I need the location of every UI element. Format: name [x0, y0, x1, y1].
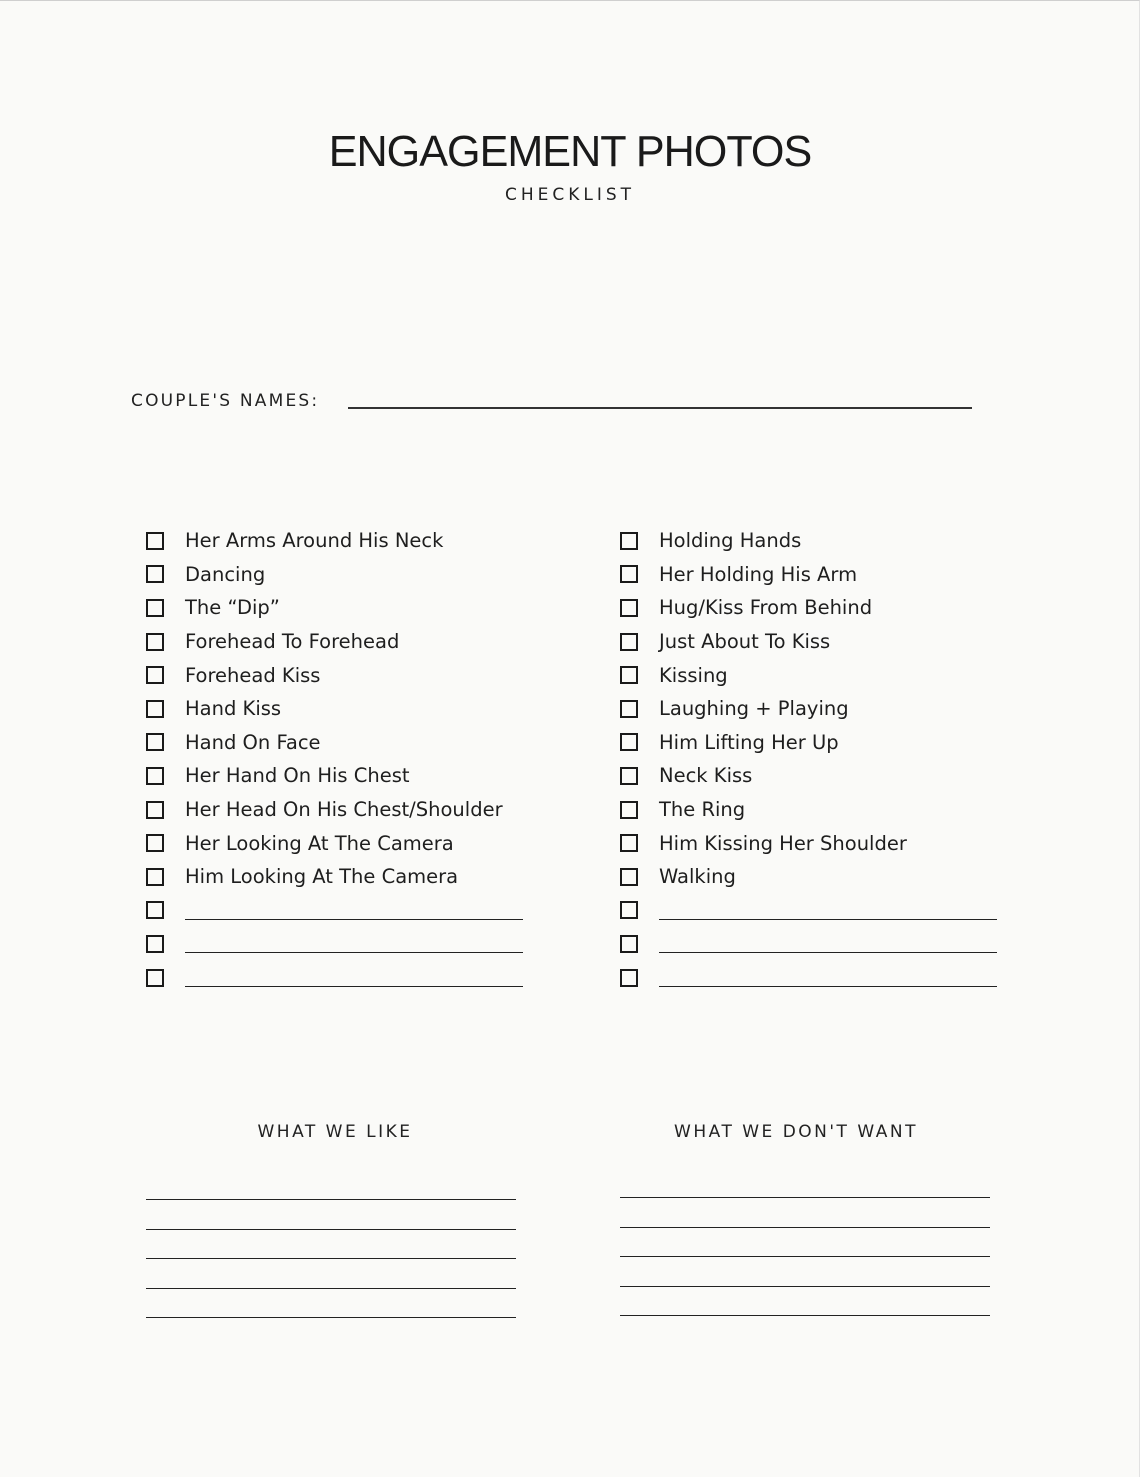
checklist-item-label: Hand On Face	[185, 730, 321, 754]
checklist-item	[146, 860, 523, 894]
note-line[interactable]	[146, 1317, 516, 1318]
couple-names-label: COUPLE'S NAMES:	[131, 391, 320, 411]
what-we-like-heading: WHAT WE LIKE	[257, 1122, 413, 1142]
checklist-item	[620, 658, 997, 692]
blank-write-in-line[interactable]	[659, 919, 997, 920]
checkbox[interactable]	[620, 935, 638, 953]
checklist-item-label: Her Arms Around His Neck	[185, 529, 444, 553]
checklist-item	[620, 826, 997, 860]
checkbox[interactable]	[620, 700, 638, 718]
checklist-blank-item	[620, 894, 997, 928]
checklist-item	[146, 759, 523, 793]
checkbox[interactable]	[146, 700, 164, 718]
checkbox[interactable]	[620, 868, 638, 886]
checkbox[interactable]	[146, 733, 164, 751]
note-line[interactable]	[146, 1199, 516, 1200]
checkbox[interactable]	[620, 834, 638, 852]
checkbox[interactable]	[620, 767, 638, 785]
checklist-item	[620, 524, 997, 558]
checklist-item-label: The “Dip”	[185, 596, 280, 620]
checkbox[interactable]	[620, 666, 638, 684]
checklist-blank-item	[146, 894, 523, 928]
checkbox[interactable]	[146, 633, 164, 651]
checklist-item-label: Dancing	[185, 562, 266, 586]
note-line[interactable]	[620, 1256, 990, 1257]
checkbox[interactable]	[146, 767, 164, 785]
checklist-right-column	[620, 524, 997, 994]
checklist-item-label: Him Lifting Her Up	[659, 730, 839, 754]
checkbox[interactable]	[146, 969, 164, 987]
checklist-left-column	[146, 524, 523, 994]
couple-names-field[interactable]	[348, 407, 972, 409]
note-line[interactable]	[620, 1227, 990, 1228]
checklist-item	[146, 625, 523, 659]
checklist-item	[620, 692, 997, 726]
checklist-blank-item	[620, 927, 997, 961]
blank-write-in-line[interactable]	[185, 986, 523, 987]
blank-write-in-line[interactable]	[185, 919, 523, 920]
checklist-item	[146, 726, 523, 760]
checkbox[interactable]	[146, 666, 164, 684]
checklist-item	[146, 793, 523, 827]
checkbox[interactable]	[620, 633, 638, 651]
checklist-item-label: The Ring	[659, 798, 746, 822]
checkbox[interactable]	[620, 532, 638, 550]
checkbox[interactable]	[146, 868, 164, 886]
checklist-item	[620, 591, 997, 625]
checklist-item-label: Laughing + Playing	[659, 697, 849, 721]
checklist-item-label: Just About To Kiss	[659, 630, 831, 654]
checklist-item-label: Hand Kiss	[185, 697, 282, 721]
checklist-item-label: Kissing	[659, 663, 728, 687]
page-title: ENGAGEMENT PHOTOS	[328, 127, 812, 176]
checklist-item	[146, 524, 523, 558]
checklist-item-label: Her Head On His Chest/Shoulder	[185, 798, 503, 822]
checkbox[interactable]	[620, 599, 638, 617]
blank-write-in-line[interactable]	[659, 986, 997, 987]
note-line[interactable]	[620, 1315, 990, 1316]
checkbox[interactable]	[620, 901, 638, 919]
checklist-item-label: Him Kissing Her Shoulder	[659, 831, 907, 855]
what-we-like-lines	[146, 1199, 516, 1347]
checklist-item-label: Forehead Kiss	[185, 663, 321, 687]
checklist-item	[146, 558, 523, 592]
checkbox[interactable]	[146, 935, 164, 953]
checklist-blank-item	[146, 927, 523, 961]
blank-write-in-line[interactable]	[659, 952, 997, 953]
note-line[interactable]	[146, 1258, 516, 1259]
checklist-item	[620, 793, 997, 827]
checkbox[interactable]	[620, 969, 638, 987]
checklist-item-label: Him Looking At The Camera	[185, 865, 459, 889]
checkbox[interactable]	[146, 599, 164, 617]
checklist-item	[620, 625, 997, 659]
checkbox[interactable]	[146, 834, 164, 852]
checklist-item-label: Her Holding His Arm	[659, 562, 858, 586]
checklist-item	[146, 658, 523, 692]
blank-write-in-line[interactable]	[185, 952, 523, 953]
checklist-item	[620, 759, 997, 793]
checklist-item-label: Forehead To Forehead	[185, 630, 400, 654]
checklist-item	[146, 591, 523, 625]
checklist-blank-item	[146, 961, 523, 995]
note-line[interactable]	[146, 1229, 516, 1230]
what-we-dont-want-heading: WHAT WE DON'T WANT	[674, 1122, 918, 1142]
checklist-item	[620, 558, 997, 592]
checklist-item-label: Neck Kiss	[659, 764, 753, 788]
checklist-item-label: Her Hand On His Chest	[185, 764, 410, 788]
checklist-item	[146, 826, 523, 860]
checklist-item-label: Hug/Kiss From Behind	[659, 596, 873, 620]
checkbox[interactable]	[146, 801, 164, 819]
note-line[interactable]	[620, 1197, 990, 1198]
note-line[interactable]	[146, 1288, 516, 1289]
checkbox[interactable]	[146, 532, 164, 550]
page-subtitle: CHECKLIST	[504, 185, 636, 205]
checklist-item-label: Holding Hands	[659, 529, 802, 553]
checklist-item	[146, 692, 523, 726]
checkbox[interactable]	[620, 801, 638, 819]
checkbox[interactable]	[620, 565, 638, 583]
checklist-item	[620, 860, 997, 894]
checklist-item-label: Walking	[659, 865, 736, 889]
checkbox[interactable]	[620, 733, 638, 751]
checklist-item	[620, 726, 997, 760]
checklist-blank-item	[620, 961, 997, 995]
checklist-item-label: Her Looking At The Camera	[185, 831, 454, 855]
checkbox[interactable]	[146, 565, 164, 583]
what-we-dont-want-lines	[620, 1197, 990, 1345]
checkbox[interactable]	[146, 901, 164, 919]
note-line[interactable]	[620, 1286, 990, 1287]
